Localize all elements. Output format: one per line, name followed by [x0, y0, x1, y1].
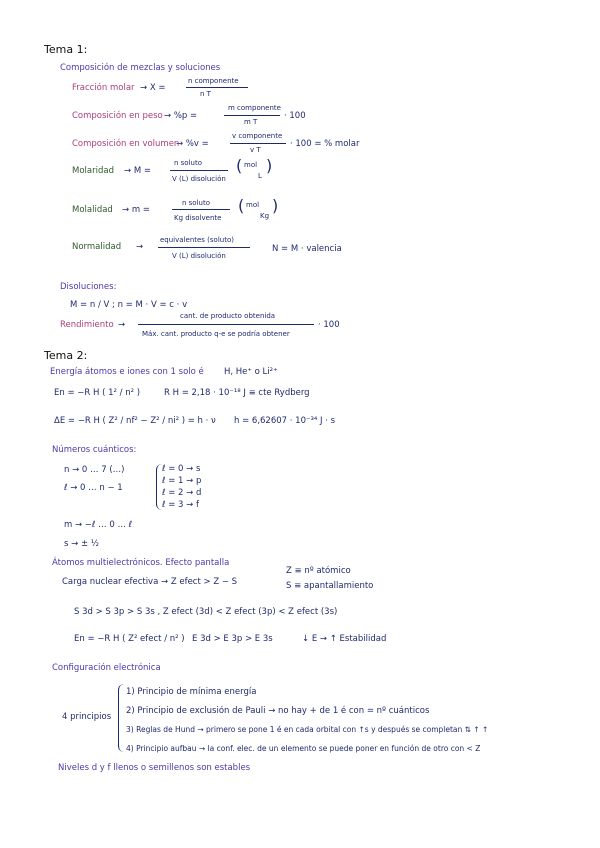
fraccion-molar-den: n T	[200, 90, 211, 98]
molaridad-unit-den: L	[258, 172, 262, 180]
normalidad-lhs: →	[136, 242, 144, 252]
niveles-d-f: Niveles d y f llenos o semillenos son estables	[58, 763, 251, 773]
l-map-1: ℓ = 1 → p	[162, 476, 202, 486]
en-multi-equation: En = −R H ( Z² efect / n² )	[74, 634, 185, 644]
carga-nuclear: Carga nuclear efectiva → Z efect > Z − S	[62, 577, 238, 587]
molalidad-label: Molalidad	[72, 205, 113, 215]
normalidad-num: equivalentes (soluto)	[160, 236, 234, 244]
energy-ordering: E 3d > E 3p > E 3s	[192, 634, 273, 644]
quantum-n: n → 0 … 7 (…)	[64, 465, 125, 475]
molalidad-paren-open: (	[238, 196, 245, 215]
comp-volumen-num: v componente	[232, 132, 283, 140]
molaridad-unit-num: mol	[244, 161, 258, 169]
fraccion-molar-lhs: → X =	[140, 83, 166, 93]
comp-peso-label: Composición en peso	[72, 111, 163, 121]
section-composicion: Composición de mezclas y soluciones	[60, 63, 221, 73]
comp-volumen-tail: · 100 = % molar	[290, 139, 360, 149]
z-definition: Z ≡ nº atómico	[286, 566, 351, 576]
s-definition: S ≡ apantallamiento	[286, 581, 374, 591]
molalidad-paren-close: )	[272, 196, 279, 215]
molalidad-lhs: → m =	[122, 205, 150, 215]
comp-peso-tail: · 100	[284, 111, 306, 121]
principio-1: 1) Principio de mínima energía	[126, 687, 257, 697]
rendimiento-lhs: →	[118, 320, 126, 330]
delta-e-equation: ΔE = −R H ( Z² / nf² − Z² / ni² ) = h · ν	[54, 416, 216, 426]
comp-peso-num: m componente	[228, 104, 281, 112]
normalidad-den: V (L) disolución	[172, 252, 226, 260]
molaridad-num: n soluto	[174, 159, 202, 167]
disoluciones-label: Disoluciones:	[60, 282, 117, 292]
l-map-3: ℓ = 3 → f	[162, 500, 199, 510]
molalidad-num: n soluto	[182, 199, 210, 207]
l-map-2: ℓ = 2 → d	[162, 488, 202, 498]
quantum-s: s → ± ½	[64, 539, 100, 549]
rendimiento-label: Rendimiento	[60, 320, 114, 330]
normalidad-label: Normalidad	[72, 242, 122, 252]
molaridad-paren-open: (	[236, 156, 243, 175]
principio-3: 3) Reglas de Hund → primero se pone 1 é en cada orbital con ↑s y después se completan ⇅ ↑ ↑	[126, 725, 489, 734]
molaridad-label: Molaridad	[72, 166, 114, 176]
l-map-0: ℓ = 0 → s	[162, 464, 201, 474]
quantum-m: m → −ℓ … 0 … ℓ	[64, 520, 133, 530]
planck-constant: h = 6,62607 · 10⁻³⁴ J · s	[234, 416, 336, 426]
molalidad-unit-num: mol	[246, 201, 260, 209]
config-electronica-title: Configuración electrónica	[52, 663, 161, 673]
molaridad-den: V (L) disolución	[172, 175, 226, 183]
principio-4: 4) Principio aufbau → la conf. elec. de un elemento se puede poner en función de otro con < Z	[126, 744, 481, 753]
disoluciones-eq: M = n / V ; n = M · V = c · v	[70, 300, 188, 310]
multielectronicos-title: Átomos multielectrónicos. Efecto pantalla	[52, 558, 230, 568]
molaridad-lhs: → M =	[124, 166, 151, 176]
comp-volumen-den: v T	[250, 146, 261, 154]
molalidad-den: Kg disolvente	[174, 214, 222, 222]
apantallamiento-ordering: S 3d > S 3p > S 3s , Z efect (3d) < Z efect (3p) < Z efect (3s)	[74, 607, 338, 617]
quantum-l: ℓ → 0 … n − 1	[64, 483, 123, 493]
comp-peso-lhs: → %p =	[164, 111, 198, 121]
rendimiento-tail: · 100	[318, 320, 340, 330]
rendimiento-num: cant. de producto obtenida	[180, 312, 276, 320]
rydberg-constant: R H = 2,18 · 10⁻¹⁸ J ≡ cte Rydberg	[164, 388, 310, 398]
molalidad-unit-den: Kg	[260, 212, 270, 220]
principio-2: 2) Principio de exclusión de Pauli → no hay + de 1 é con = nº cuánticos	[126, 706, 430, 716]
comp-volumen-label: Composición en volumen	[72, 139, 180, 149]
comp-peso-den: m T	[244, 118, 258, 126]
rendimiento-den: Máx. cant. producto q-e se podría obtener	[142, 330, 290, 338]
numeros-cuanticos-title: Números cuánticos:	[52, 445, 137, 455]
estabilidad: ↓ E → ↑ Estabilidad	[302, 634, 387, 644]
en-equation: En = −R H ( 1² / n² )	[54, 388, 141, 398]
fraccion-molar-label: Fracción molar	[72, 83, 135, 93]
fraccion-molar-num: n componente	[188, 77, 239, 85]
molaridad-paren-close: )	[266, 156, 273, 175]
comp-volumen-lhs: → %v =	[176, 139, 209, 149]
tema-1-title: Tema 1:	[44, 43, 88, 56]
energia-title: Energía átomos e iones con 1 solo é	[50, 367, 204, 377]
tema-2-title: Tema 2:	[44, 349, 88, 362]
principios-label: 4 principios	[62, 712, 112, 722]
normalidad-tail: N = M · valencia	[272, 244, 342, 254]
energia-species: H, He⁺ o Li²⁺	[224, 367, 278, 377]
